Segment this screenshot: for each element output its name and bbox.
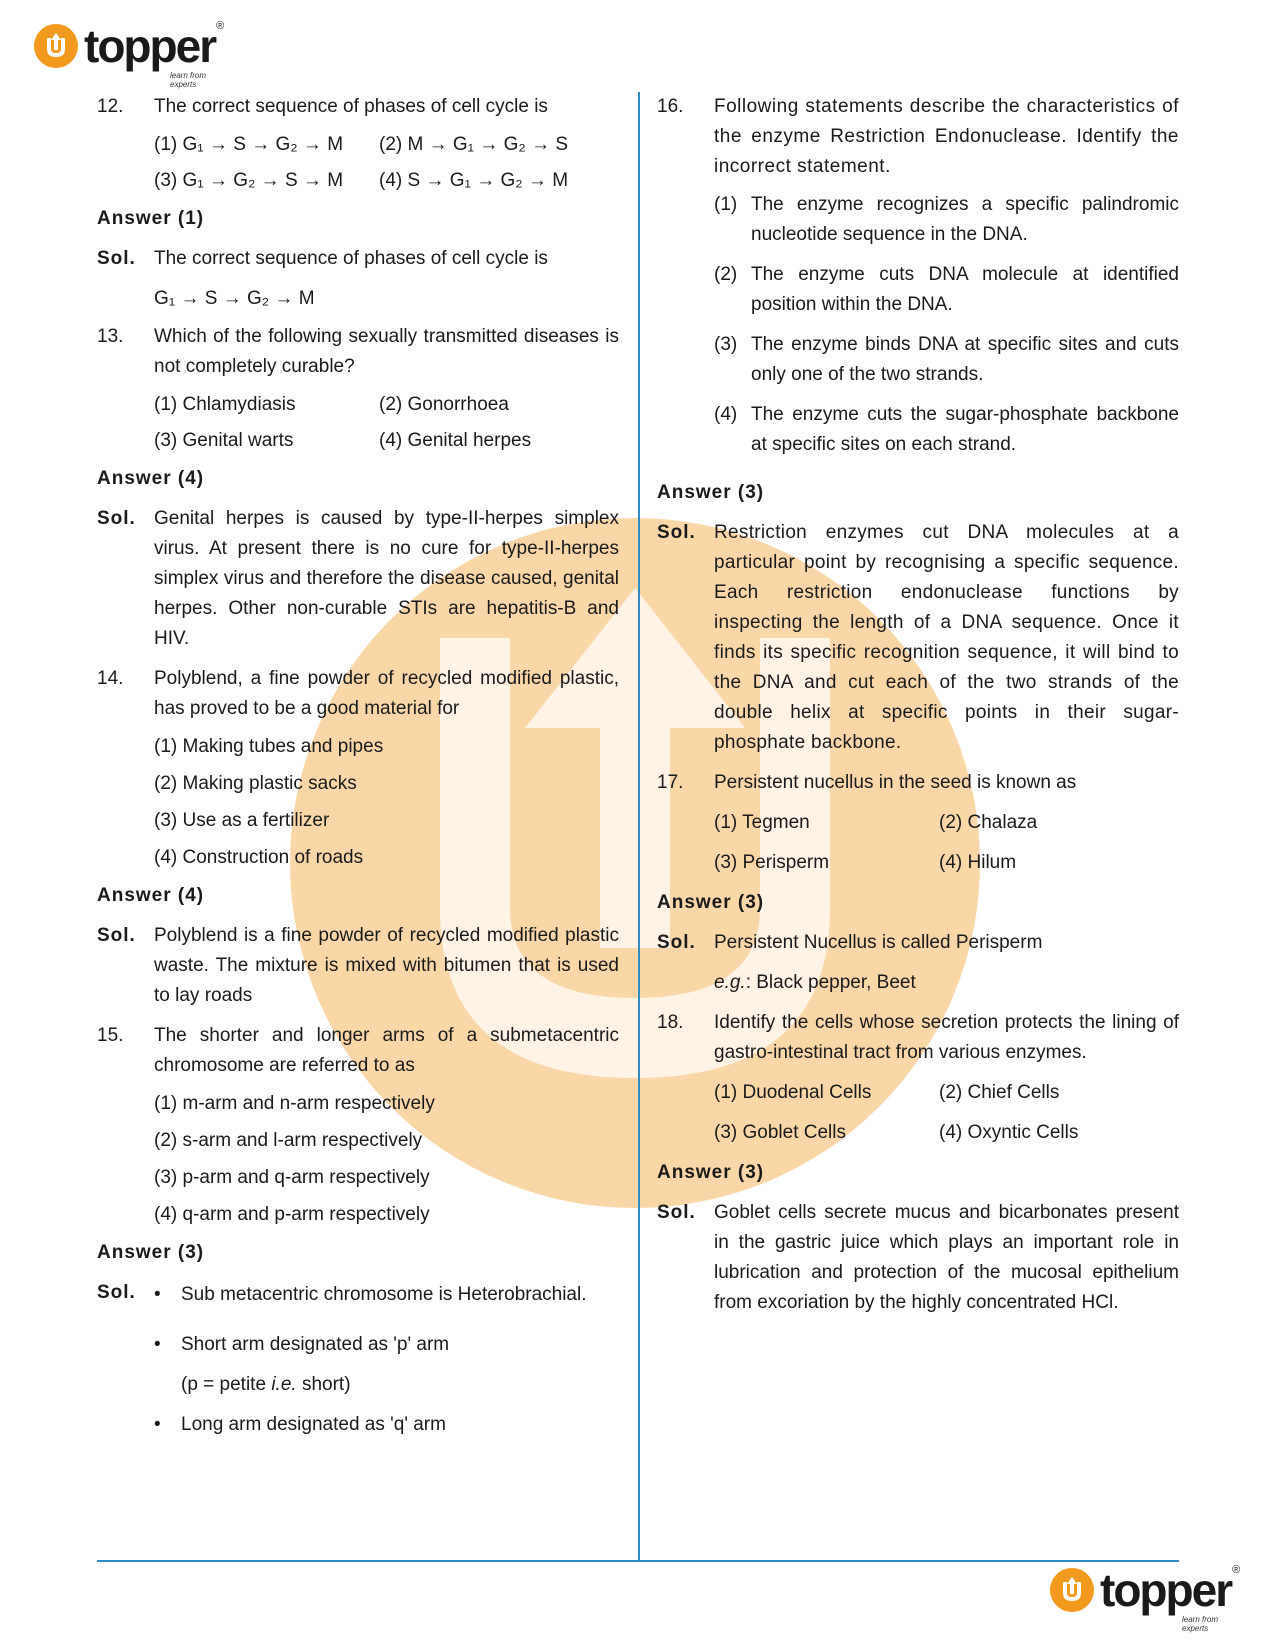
answer-label: Answer (3): [97, 1242, 205, 1263]
option-3: (3) Goblet Cells: [714, 1122, 846, 1143]
options: [714, 808, 1179, 878]
solution-label: Sol.: [97, 248, 136, 269]
answer-label: Answer (4): [97, 468, 205, 489]
solution-label: Sol.: [97, 925, 136, 946]
question-text: Polyblend, a fine powder of recycled modified plastic, has proved to be a good material for: [154, 668, 619, 719]
question-number: 16.: [657, 96, 684, 117]
option-1: (1) m-arm and n-arm respectively: [154, 1093, 435, 1114]
option-3: (3) The enzyme binds DNA at specific sites and cuts only one of the two strands.: [714, 334, 1179, 385]
bullet-icon: •: [154, 1284, 161, 1305]
solution-label: Sol.: [97, 508, 136, 529]
option-3: (3) Perisperm: [714, 852, 830, 873]
question-number: 12.: [97, 96, 124, 117]
option-3: (3) p-arm and q-arm respectively: [154, 1167, 430, 1188]
option-2: (2) Gonorrhoea: [379, 394, 509, 415]
option-2: (2) The enzyme cuts DNA molecule at identified position within the DNA.: [714, 264, 1179, 315]
option-4: (4) S → G₁ → G₂ → M: [379, 170, 569, 191]
option-4: (4) The enzyme cuts the sugar-phosphate backbone at specific sites on each strand.: [714, 404, 1179, 455]
question-number: 13.: [97, 326, 124, 347]
solution-text: The correct sequence of phases of cell cycle is: [154, 248, 548, 269]
bullet-text: Short arm designated as 'p' arm: [181, 1334, 450, 1355]
bullet-icon: •: [154, 1334, 161, 1355]
right-column: [657, 92, 1179, 1328]
brand-tagline: learn from experts: [1182, 1615, 1219, 1633]
solution-text: Genital herpes is caused by type-II-herpes simplex virus. At present there is no cure for type-II-herpes simplex virus and therefore the disease caused, genital herpes. Other non-curable STIs are hepatitis-B and HIV.: [154, 508, 619, 649]
answer-label: Answer (3): [657, 482, 765, 503]
solution-label: Sol.: [657, 932, 696, 953]
solution-label: Sol.: [657, 522, 696, 543]
options: [154, 390, 619, 456]
answer-label: Answer (1): [97, 208, 205, 229]
solution-formula: G₁ → S → G₂ → M: [154, 288, 315, 309]
solution-label: Sol.: [657, 1202, 696, 1223]
option-1: (1) Tegmen: [714, 812, 810, 833]
options: [154, 130, 619, 196]
solution: [97, 1278, 619, 1320]
question-text: Which of the following sexually transmitted diseases is not completely curable?: [154, 326, 619, 377]
option-4: (4) Construction of roads: [154, 847, 364, 868]
footer-brand-logo: [1050, 1564, 1241, 1633]
question-number: 14.: [97, 668, 124, 689]
column-divider: [638, 92, 640, 1560]
footer-rule: [97, 1560, 1179, 1562]
topper-logo-icon: [34, 24, 78, 68]
solution: [657, 1198, 1179, 1318]
option-1: (1) Chlamydiasis: [154, 394, 296, 415]
options: [154, 1089, 619, 1230]
solution-bullet: [154, 1330, 619, 1360]
bullet-text: Long arm designated as 'q' arm: [181, 1414, 446, 1435]
question-number: 18.: [657, 1012, 684, 1033]
option-1: (1) The enzyme recognizes a specific palindromic nucleotide sequence in the DNA.: [714, 194, 1179, 245]
solution-text: Goblet cells secrete mucus and bicarbonates present in the gastric juice which plays an important role in lubrication and protection of the mucosal epithelium from excoriation by the highly concentrated HCl.: [714, 1202, 1179, 1313]
question-text: The correct sequence of phases of cell cycle is: [154, 96, 548, 117]
brand-tagline: learn from experts: [170, 71, 207, 89]
options: [154, 732, 619, 873]
left-column: [97, 92, 619, 1450]
question-text: Identify the cells whose secretion protects the lining of gastro-intestinal tract from various enzymes.: [714, 1012, 1179, 1063]
solution-bullet: [154, 1410, 619, 1440]
solution-text: Persistent Nucellus is called Perisperm: [714, 932, 1043, 953]
brand-logo: [34, 20, 225, 89]
option-2: (2) M → G₁ → G₂ → S: [379, 134, 569, 155]
option-1: (1) Making tubes and pipes: [154, 736, 384, 757]
question-18: [657, 1008, 1179, 1318]
answer-label: Answer (4): [97, 885, 205, 906]
question-16: [657, 92, 1179, 758]
brand-name: topper: [1100, 1564, 1232, 1616]
answer-label: Answer (3): [657, 892, 765, 913]
option-3: (3) Use as a fertilizer: [154, 810, 330, 831]
brand-name: topper: [84, 20, 216, 72]
option-4: (4) q-arm and p-arm respectively: [154, 1204, 430, 1225]
solution: [657, 518, 1179, 758]
option-3: (3) Genital warts: [154, 430, 294, 451]
option-2: (2) Chief Cells: [939, 1082, 1060, 1103]
solution: [657, 928, 1179, 958]
question-17: [657, 768, 1179, 998]
solution-text: Polyblend is a fine powder of recycled modified plastic waste. The mixture is mixed with bitumen that is used to lay roads: [154, 925, 619, 1006]
question-text: Persistent nucellus in the seed is known as: [714, 772, 1077, 793]
solution-bullet: [154, 1280, 619, 1310]
option-4: (4) Hilum: [939, 852, 1017, 873]
example-line: e.g.: Black pepper, Beet: [714, 972, 916, 993]
question-13: [97, 322, 619, 654]
question-14: [97, 664, 619, 1011]
option-1: (1) G₁ → S → G₂ → M: [154, 134, 344, 155]
solution-label: Sol.: [97, 1282, 136, 1303]
solution-text: Restriction enzymes cut DNA molecules at a particular point by recognising a specific sequence. Each restriction endonuclease functions by inspecting the length of a DNA sequence. Once it finds its specific recognition sequence, it will bind to the DNA and cut each of the two strands of the double helix at specific points in their sugar-phosphate backbone.: [714, 522, 1179, 753]
topper-logo-icon: [1050, 1568, 1094, 1612]
option-4: (4) Genital herpes: [379, 430, 532, 451]
bullet-text: Sub metacentric chromosome is Heterobrachial.: [181, 1284, 587, 1305]
registered-mark: ®: [1232, 1564, 1241, 1576]
solution: [97, 921, 619, 1011]
option-2: (2) Chalaza: [939, 812, 1038, 833]
question-text: The shorter and longer arms of a submetacentric chromosome are referred to as: [154, 1025, 619, 1076]
option-3: (3) G₁ → G₂ → S → M: [154, 170, 344, 191]
bullet-icon: •: [154, 1414, 161, 1435]
options: [714, 1078, 1179, 1148]
question-number: 17.: [657, 772, 684, 793]
option-2: (2) Making plastic sacks: [154, 773, 357, 794]
question-15: [97, 1021, 619, 1440]
option-2: (2) s-arm and l-arm respectively: [154, 1130, 423, 1151]
answer-label: Answer (3): [657, 1162, 765, 1183]
option-1: (1) Duodenal Cells: [714, 1082, 872, 1103]
solution: [97, 244, 619, 274]
question-text: Following statements describe the characteristics of the enzyme Restriction Endonuclease. Identify the incorrect statement.: [714, 96, 1179, 177]
option-4: (4) Oxyntic Cells: [939, 1122, 1079, 1143]
bullet-subtext: (p = petite i.e. short): [181, 1374, 351, 1395]
solution: [97, 504, 619, 654]
question-number: 15.: [97, 1025, 124, 1046]
registered-mark: ®: [216, 20, 225, 32]
question-12: [97, 92, 619, 314]
